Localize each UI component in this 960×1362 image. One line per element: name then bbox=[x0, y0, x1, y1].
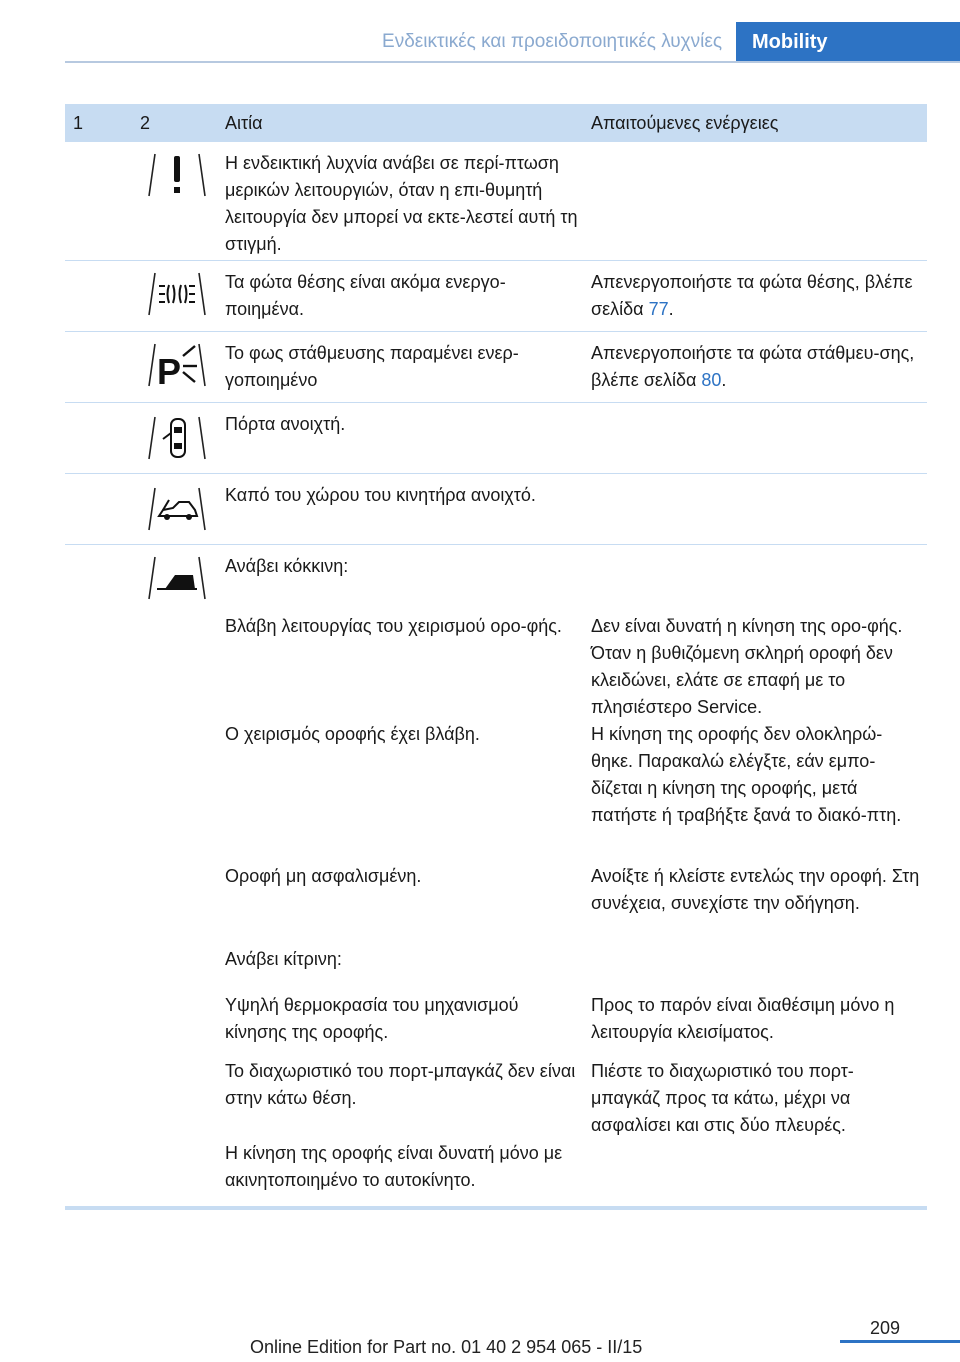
action-text-suffix: . bbox=[721, 370, 727, 390]
position-lights-icon bbox=[143, 271, 211, 317]
action-text bbox=[591, 269, 921, 323]
cause-text: Υψηλή θερμοκρασία του μηχανισμού κίνησης της οροφής. bbox=[225, 995, 519, 1042]
parking-light-icon bbox=[143, 342, 211, 388]
cause-text: Ανάβει κόκκινη: bbox=[225, 556, 349, 576]
header-chapter-tab[interactable]: Mobility bbox=[736, 22, 960, 62]
action-text-body: Απενεργοποιήστε τα φώτα στάθμευ-σης, βλέπε σελίδα bbox=[591, 343, 915, 390]
exclamation-icon bbox=[143, 152, 211, 198]
svg-text:P: P bbox=[157, 351, 182, 388]
cause-text: Τα φώτα θέσης είναι ακόμα ενεργο-ποιημένα. bbox=[225, 272, 506, 319]
table-row bbox=[65, 607, 927, 715]
cause-text: Βλάβη λειτουργίας του χειρισμού ορο-φής. bbox=[225, 616, 562, 636]
table-row bbox=[65, 857, 927, 942]
edition-footer: Online Edition for Part no. 01 40 2 954 065 - II/15 bbox=[250, 1337, 643, 1357]
page-number-rule bbox=[840, 1340, 960, 1343]
column-header-cause: Αιτία bbox=[225, 113, 263, 133]
cause-text: Το φως στάθμευσης παραμένει ενερ-γοποιημένο bbox=[225, 343, 519, 390]
page-link-77[interactable]: 77 bbox=[648, 299, 669, 319]
table-row bbox=[65, 332, 927, 403]
cause-text: Η ενδεικτική λυχνία ανάβει σε περί-πτωση μερικών λειτουργιών, όταν η επι-θυμητή λειτουργία δεν μπορεί να εκτε-λεστεί αυτή τη στιγμή. bbox=[225, 153, 578, 254]
header-section-title: Ενδεικτικές και προειδοποιητικές λυχνίες bbox=[382, 31, 722, 52]
cause-text: Το διαχωριστικό του πορτ-μπαγκάζ δεν είναι στην κάτω θέση. bbox=[225, 1061, 576, 1108]
table-row bbox=[65, 988, 927, 1054]
page-number: 209 bbox=[869, 1318, 900, 1338]
roof-icon bbox=[143, 555, 211, 601]
column-header-2: 2 bbox=[140, 113, 151, 133]
action-text-body: Απενεργοποιήστε τα φώτα θέσης, βλέπε σελίδα bbox=[591, 272, 913, 319]
cause-text: Ανάβει κίτρινη: bbox=[225, 949, 342, 969]
cause-text: Καπό του χώρου του κινητήρα ανοιχτό. bbox=[225, 485, 536, 505]
action-text: Ανοίξτε ή κλείστε εντελώς την οροφή. Στη συνέχεια, συνεχίστε την οδήγηση. bbox=[591, 866, 920, 913]
cause-text: Πόρτα ανοιχτή. bbox=[225, 414, 346, 434]
table-row bbox=[65, 403, 927, 474]
table-header bbox=[65, 104, 927, 142]
table-row bbox=[65, 142, 927, 261]
action-text-suffix: . bbox=[668, 299, 674, 319]
header-divider bbox=[65, 61, 960, 63]
door-open-icon bbox=[143, 415, 211, 461]
cause-text: Ο χειρισμός οροφής έχει βλάβη. bbox=[225, 724, 480, 744]
table-row bbox=[65, 1054, 927, 1138]
table-row bbox=[65, 261, 927, 332]
warning-lights-table bbox=[65, 104, 927, 1198]
table-row bbox=[65, 1138, 927, 1198]
action-text: Προς το παρόν είναι διαθέσιμη μόνο η λειτουργία κλεισίματος. bbox=[591, 995, 895, 1042]
page-link-80[interactable]: 80 bbox=[701, 370, 722, 390]
table-row bbox=[65, 715, 927, 857]
table-row bbox=[65, 942, 927, 988]
table-bottom-rule bbox=[65, 1206, 927, 1210]
table-row bbox=[65, 545, 927, 607]
action-text: Δεν είναι δυνατή η κίνηση της ορο-φής. Όταν η βυθιζόμενη σκληρή οροφή δεν κλειδώνει, ελάτε σε επαφή με το πλησιέστερο Service. bbox=[591, 616, 903, 717]
cause-text: Οροφή μη ασφαλισμένη. bbox=[225, 866, 422, 886]
column-header-action: Απαιτούμενες ενέργειες bbox=[591, 113, 779, 133]
action-text: Η κίνηση της οροφής δεν ολοκληρώ-θηκε. Παρακαλώ ελέγξτε, εάν εμπο-δίζεται η κίνηση της οροφής, μετά πατήστε ή τραβήξτε ξανά το διακό-πτη. bbox=[591, 724, 902, 825]
action-text bbox=[591, 340, 921, 394]
column-header-1: 1 bbox=[73, 113, 84, 133]
action-text: Πιέστε το διαχωριστικό του πορτ-μπαγκάζ προς τα κάτω, μέχρι να ασφαλίσει και στις δύο πλευρές. bbox=[591, 1061, 854, 1135]
hood-open-icon bbox=[143, 486, 211, 532]
cause-text: Η κίνηση της οροφής είναι δυνατή μόνο με ακινητοποιημένο το αυτοκίνητο. bbox=[225, 1143, 563, 1190]
table-row bbox=[65, 474, 927, 545]
